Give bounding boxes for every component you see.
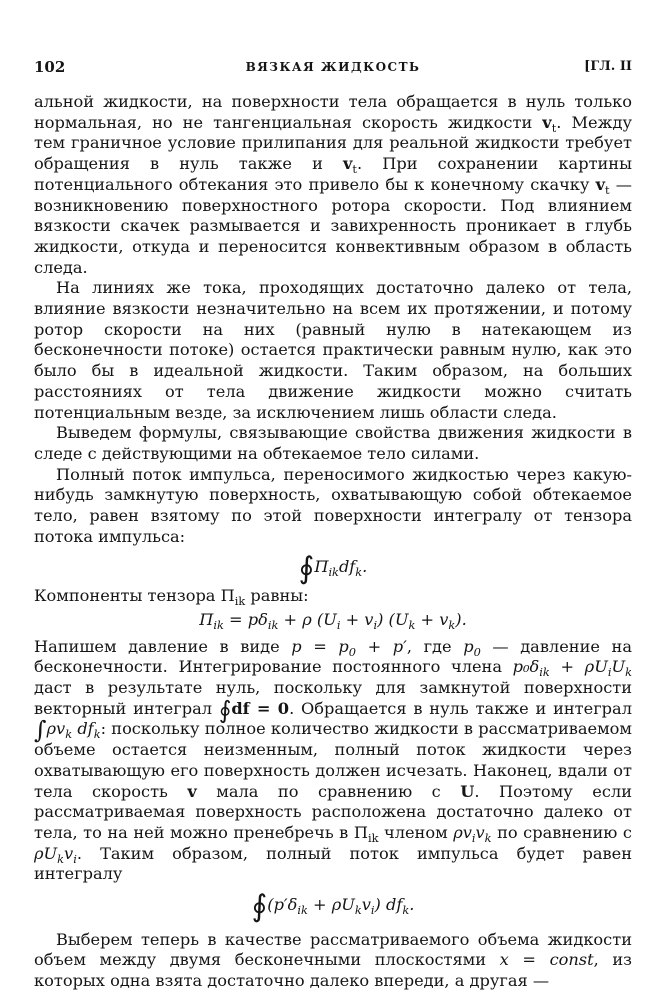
paragraph-6: Напишем давление в виде $p = p_0 + p'$, где $p_0$ — давление на бесконечности. Интегрирование постоянного члена $p_0\delta_{ik} + \rho U_iU_k$ даст в результате нуль, поскольку для замкнутой поверхности векторный интеграл ∮df = 0. Обращается в нуль также и интеграл $\int\rho v_k$ $df_k$: поскольку полное количество жидкости в рассматриваемом объеме остается неизменным, полный поток жидкости через охватывающую его поверхность должен исчезать. Наконец, вдали от тела скорость v мала по сравнению с U. Поэтому если рассматриваемая поверхность расположена достаточно далеко от тела, то на ней можно пренебречь в $\Pi_{ik}$ членом $\rho v_iv_k$ по сравнению с $\rho U_kv_i$. Таким образом, полный поток импульса будет равен интегралу <box>34 636 633 884</box>
running-title: ВЯЗКАЯ ЖИДКОСТЬ <box>245 60 421 74</box>
paragraph-7: Выберем теперь в качестве рассматриваемого объема жидкости объем между двумя бесконечными плоскостями x = const, из которых одна взята достаточно далеко впереди, а другая — <box>34 929 632 991</box>
page-number: 102 <box>34 58 66 76</box>
equation-momentum-flux: $∮\Pi_{ik}df_k$. <box>298 551 368 587</box>
paragraph-2: На линиях же тока, проходящих достаточно далеко от тела, влияние вязкости незначительно на всем их протяжении, и потому ротор скорости на них (равный нулю в натекающем из бесконечности потоке) остается практически равным нулю, как это было бы в идеальной жидкости. Таким образом, на больших расстояниях от тела движение жидкости можно считать потенциальным везде, за исключением лишь области следа. <box>34 278 632 422</box>
page-body <box>34 92 632 992</box>
page-header <box>34 58 632 80</box>
paragraph-1: альной жидкости, на поверхности тела обращается в нуль только нормальная, но не тангенциальная скорость жидкости $v_t$. Между тем граничное условие прилипания для реальной жидкости требует обращения в нуль также и $v_t$. При сохранении картины потенциального обтекания это привело бы к конечному скачку $v_t$ — возникновению поверхностного ротора скорости. Под влиянием вязкости скачек размывается и завихренность проникает в глубь жидкости, откуда и переносится конвективным образом в область следа. <box>34 92 632 277</box>
chapter-label: [ГЛ. II <box>584 59 632 74</box>
paragraph-3: Выведем формулы, связывающие свойства движения жидкости в следе с действующими на обтекаемое тело силами. <box>34 423 632 463</box>
equation-total-momentum-flux: $∮(p'\delta_{ik} + \rho U_kv_i)$ $df_k$. <box>251 889 415 925</box>
paragraph-4: Полный поток импульса, переносимого жидкостью через какую-нибудь замкнутую поверхность, охватывающую собой обтекаемое тело, равен взятому по этой поверхности интегралу от тензора потока импульса: <box>34 464 632 546</box>
paragraph-5: Компоненты тензора $\Pi_{ik}$ равны: <box>34 586 309 609</box>
equation-stress-tensor: $\Pi_{ik} = p\delta_{ik} + \rho$ $(U_i + v_i) (U_k + v_k)$. <box>199 609 467 633</box>
